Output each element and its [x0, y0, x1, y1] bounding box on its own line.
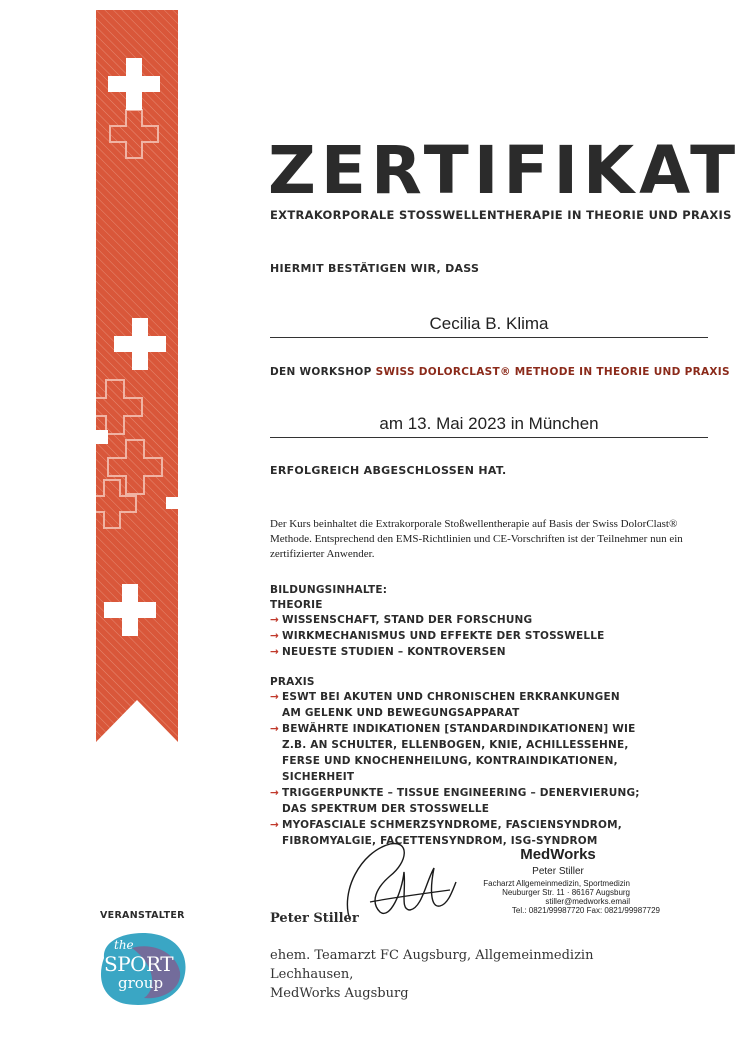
arrow-icon: →	[270, 646, 279, 658]
theory-label: THEORIE	[270, 599, 323, 611]
list-item: → WISSENSCHAFT, STAND DER FORSCHUNG	[270, 614, 533, 626]
stamp-line1: Facharzt Allgemeinmedizin, Sportmedizin	[483, 879, 630, 888]
content-heading: BILDUNGSINHALTE:	[270, 584, 388, 596]
stamp-company: MedWorks	[520, 846, 596, 863]
theory-list	[270, 612, 710, 660]
practice-label: PRAXIS	[270, 676, 315, 688]
list-item: → NEUESTE STUDIEN – KONTROVERSEN	[270, 646, 506, 658]
recipient-name: Cecilia B. Klima	[429, 314, 549, 333]
arrow-icon: →	[270, 787, 279, 799]
logo-line1: the	[114, 938, 134, 952]
intro-text: HIERMIT BESTÄTIGEN WIR, DASS	[270, 262, 480, 275]
arrow-icon: →	[270, 691, 279, 703]
arrow-icon: →	[270, 614, 279, 626]
stamp-line4: Tel.: 0821/99987720 Fax: 0821/99987729	[511, 906, 660, 915]
bio-line1: ehem. Teamarzt FC Augsburg, Allgemeinmedizin	[270, 948, 594, 963]
list-item: → BEWÄHRTE INDIKATIONEN [STANDARDINDIKATIONEN] WIE Z.B. AN SCHULTER, ELLENBOGEN, KNIE, ACHILLESSEHNE, FERSE UND KNOCHENHEILUNG, KONTRAINDIKATIONEN, SICHERHEIT	[270, 723, 636, 783]
bio-line2: Lechhausen,	[270, 967, 354, 982]
list-item: → MYOFASCIALE SCHMERZSYNDROME, FASCIENSYNDROM, FIBROMYALGIE, FACETTENSYNDROM, ISG-SYNDROM	[270, 819, 622, 847]
stamp-line2: Neuburger Str. 11 · 86167 Augsburg	[502, 888, 630, 897]
logo-line3: group	[118, 974, 164, 992]
workshop-name: SWISS DOLORCLAST® METHODE IN THEORIE UND PRAXIS	[375, 366, 730, 378]
medworks-stamp	[430, 846, 660, 915]
swiss-cross-ribbon	[96, 10, 178, 742]
bio-line3: MedWorks Augsburg	[270, 986, 409, 1001]
arrow-icon: →	[270, 723, 279, 735]
certificate-title: ZERTIFIKAT	[268, 132, 741, 209]
arrow-icon: →	[270, 819, 279, 831]
date-underline	[270, 437, 708, 438]
practice-list	[270, 689, 640, 849]
list-item: → WIRKMECHANISMUS UND EFFEKTE DER STOSSWELLE	[270, 630, 605, 642]
logo-line2: SPORT	[104, 952, 174, 976]
list-item: → TRIGGERPUNKTE – TISSUE ENGINEERING – DENERVIERUNG; DAS SPEKTRUM DER STOSSWELLE	[270, 787, 640, 815]
stamp-name: Peter Stiller	[532, 866, 584, 877]
completion-text: ERFOLGREICH ABGESCHLOSSEN HAT.	[270, 464, 507, 477]
workshop-prefix: DEN WORKSHOP	[270, 366, 372, 378]
certificate-subtitle: EXTRAKORPORALE STOSSWELLENTHERAPIE IN THEORIE UND PRAXIS	[270, 208, 732, 222]
workshop-line	[270, 366, 730, 378]
signatory-name: Peter Stiller	[270, 911, 359, 926]
recipient-underline	[270, 337, 708, 338]
arrow-icon: →	[270, 630, 279, 642]
stamp-line3: stiller@medworks.email	[545, 897, 630, 906]
sport-group-logo	[92, 928, 192, 1008]
course-description: Der Kurs beinhaltet die Extrakorporale Stoßwellentherapie auf Basis der Swiss DolorClast® Methode. Entsprechend den EMS-Richtlinien und CE-Vorschriften ist der Teilnehmer nun ein zertifizierter Anwender.	[270, 518, 683, 560]
organizer-label: VERANSTALTER	[100, 910, 185, 921]
signatory-bio	[270, 946, 630, 1003]
list-item: → ESWT BEI AKUTEN UND CHRONISCHEN ERKRANKUNGEN AM GELENK UND BEWEGUNGSAPPARAT	[270, 691, 620, 719]
date-location: am 13. Mai 2023 in München	[379, 414, 599, 433]
